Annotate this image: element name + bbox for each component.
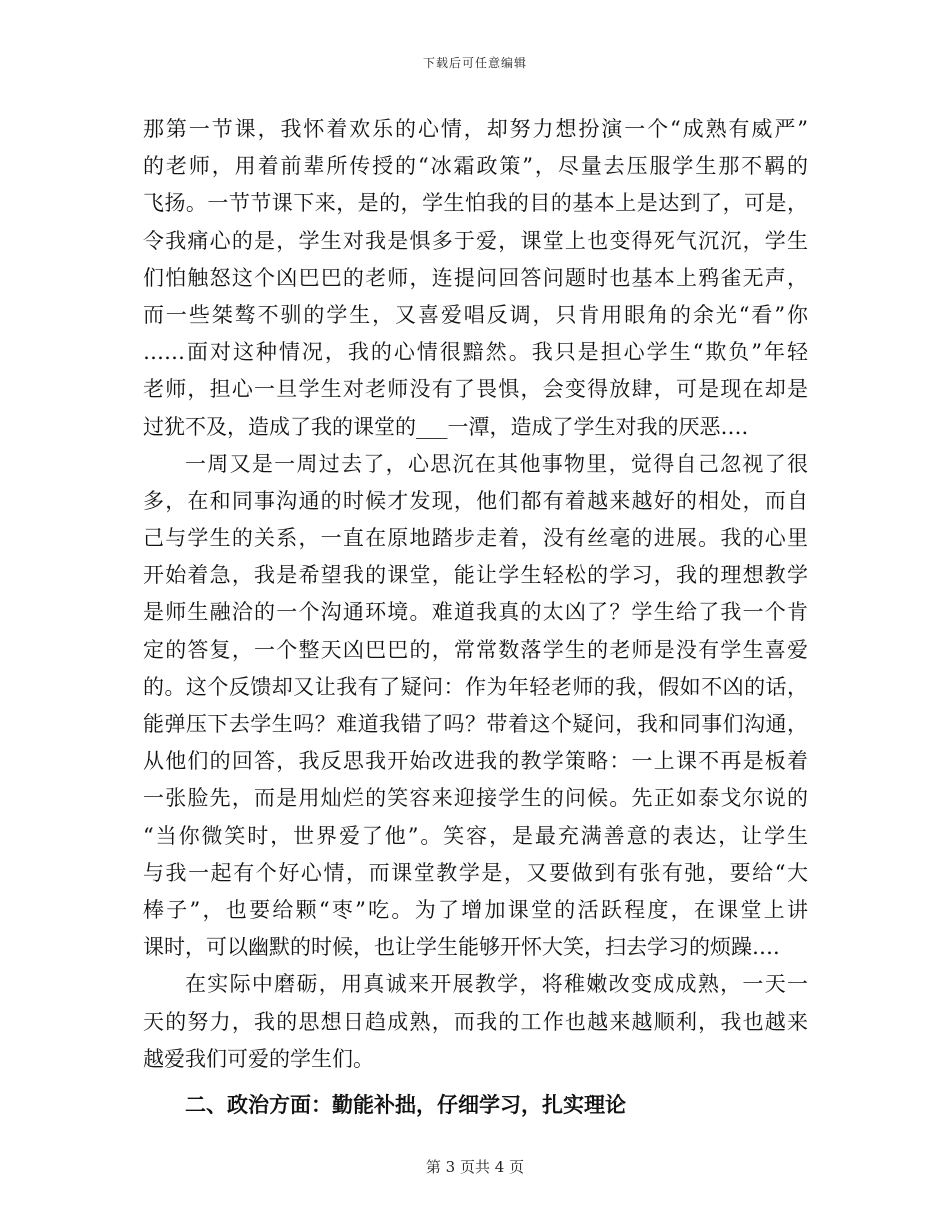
text-line: 能弹压下去学生吗？难道我错了吗？带着这个疑问，我和同事们沟通， <box>143 712 808 736</box>
text-line: 的老师，用着前辈所传授的“冰霜政策”，尽量去压服学生那不羁的 <box>143 154 808 179</box>
text-line: 在实际中磨砺，用真诚来开展教学，将稚嫩改变成成熟，一天一 <box>185 972 808 997</box>
text-line: ……面对这种情况，我的心情很黯然。我只是担心学生“欺负”年轻 <box>143 340 808 365</box>
text-line: 过犹不及，造成了我的课堂的___一潭，造成了学生对我的厌恶…. <box>143 414 749 439</box>
text-line: 老师，担心一旦学生对老师没有了畏惧，会变得放肆，可是现在却是 <box>143 377 808 402</box>
document-body <box>143 111 808 1123</box>
text-line: 一周又是一周过去了，心思沉在其他事物里，觉得自己忽视了很 <box>185 451 808 476</box>
text-line: 令我痛心的是，学生对我是惧多于爱，课堂上也变得死气沉沉，学生 <box>143 228 808 253</box>
text-line: 从他们的回答，我反思我开始改进我的教学策略：一上课不再是板着 <box>143 749 808 774</box>
text-line: 定的答复，一个整天凶巴巴的，常常数落学生的老师是没有学生喜爱 <box>143 637 808 662</box>
paragraph-2 <box>143 446 808 967</box>
text-line: 与我一起有个好心情，而课堂教学是，又要做到有张有弛，要给“大 <box>143 860 808 885</box>
text-line: 飞扬。一节节课下来，是的，学生怕我的目的基本上是达到了，可是， <box>143 191 808 216</box>
text-line: 的。这个反馈却又让我有了疑问：作为年轻老师的我，假如不凶的话， <box>143 674 808 699</box>
paragraph-1 <box>143 111 808 446</box>
page-footer: 第 3 页共 4 页 <box>425 1158 525 1176</box>
text-line: 越爱我们可爱的学生们。 <box>143 1046 374 1071</box>
paragraph-3 <box>143 966 808 1078</box>
text-line: 一张脸先，而是用灿烂的笑容来迎接学生的问候。先正如泰戈尔说的 <box>143 786 808 811</box>
text-line: 那第一节课，我怀着欢乐的心情，却努力想扮演一个“成熟有威严” <box>143 117 808 141</box>
text-line: 多，在和同事沟通的时候才发现，他们都有着越来越好的相处，而自 <box>143 488 808 513</box>
text-line: 而一些桀骜不驯的学生，又喜爱唱反调，只肯用眼角的余光“看”你 <box>143 302 808 327</box>
text-line: 课时，可以幽默的时候，也让学生能够开怀大笑，扫去学习的烦躁…. <box>143 935 780 960</box>
text-line: 天的努力，我的思想日趋成熟，而我的工作也越来越顺利，我也越来 <box>143 1009 808 1034</box>
text-line: 开始着急，我是希望我的课堂，能让学生轻松的学习，我的理想教学 <box>143 563 808 588</box>
section-heading: 二、政治方面：勤能补拙，仔细学习，扎实理论 <box>185 1091 626 1117</box>
page-header: 下载后可任意编辑 <box>422 56 527 70</box>
text-line: 己与学生的关系，一直在原地踏步走着，没有丝毫的进展。我的心里 <box>143 526 808 551</box>
text-line: “当你微笑时，世界爱了他”。笑容，是最充满善意的表达，让学生 <box>143 823 808 848</box>
text-line: 们怕触怒这个凶巴巴的老师，连提问回答问题时也基本上鸦雀无声， <box>143 265 808 290</box>
text-line: 棒子”，也要给颗“枣”吃。为了增加课堂的活跃程度，在课堂上讲 <box>143 897 808 922</box>
text-line: 是师生融洽的一个沟通环境。难道我真的太凶了？学生给了我一个肯 <box>143 600 808 625</box>
